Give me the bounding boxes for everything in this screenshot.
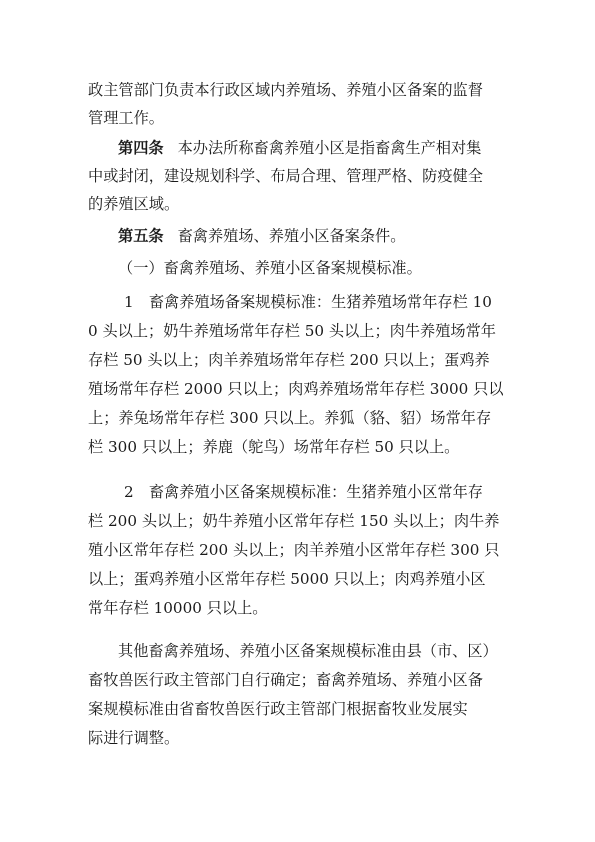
text-line: 常年存栏 10000 只以上。: [88, 599, 268, 617]
text-line: 2 畜禽养殖小区备案规模标准：生猪养殖小区常年存: [124, 483, 483, 501]
text-line: 1 畜禽养殖场备案规模标准：生猪养殖场常年存栏 10: [124, 293, 492, 311]
article-5-line: [118, 226, 405, 246]
text-line: 政主管部门负责本行政区域内养殖场、养殖小区备案的监督: [88, 81, 483, 99]
text-line: 殖场常年存栏 2000 只以上；肉鸡养殖场常年存栏 3000 只以: [88, 380, 504, 398]
text-line: 的养殖区域。: [88, 195, 180, 213]
text-line: 际进行调整。: [88, 729, 180, 747]
text-line: 畜禽养殖场、养殖小区备案条件。: [177, 227, 406, 245]
text-line: 0 头以上；奶牛养殖场常年存栏 50 头以上；肉牛养殖场常年: [88, 322, 496, 340]
text-line: 管理工作。: [88, 109, 164, 127]
text-line: 案规模标准由省畜牧兽医行政主管部门根据畜牧业发展实: [88, 700, 468, 718]
article-4-line: [118, 138, 481, 158]
text-line: 殖小区常年存栏 200 头以上；肉羊养殖小区常年存栏 300 只: [88, 541, 500, 559]
text-line: 以上；蛋鸡养殖小区常年存栏 5000 只以上；肉鸡养殖小区: [88, 570, 486, 588]
article-4-heading: 第四条: [118, 139, 164, 157]
text-line: 栏 300 只以上；养鹿（鸵鸟）场常年存栏 50 只以上。: [88, 438, 460, 456]
text-line: 其他畜禽养殖场、养殖小区备案规模标准由县（市、区）: [118, 642, 498, 660]
text-line: 栏 200 头以上；奶牛养殖小区常年存栏 150 头以上；肉牛养: [88, 512, 500, 530]
text-line: 存栏 50 头以上；肉羊养殖场常年存栏 200 只以上；蛋鸡养: [88, 351, 490, 369]
article-5-heading: 第五条: [118, 227, 164, 245]
subsection-heading: （一）畜禽养殖场、养殖小区备案规模标准。: [118, 259, 422, 277]
text-line: 畜牧兽医行政主管部门自行确定；畜禽养殖场、养殖小区备: [88, 671, 483, 689]
text-line: 上；养兔场常年存栏 300 只以上。养狐（貉、貂）场常年存: [88, 409, 492, 427]
text-line: 中或封闭，建设规划科学、布局合理、管理严格、防疫健全: [88, 167, 483, 185]
text-line: 本办法所称畜禽养殖小区是指畜禽生产相对集: [177, 139, 482, 157]
